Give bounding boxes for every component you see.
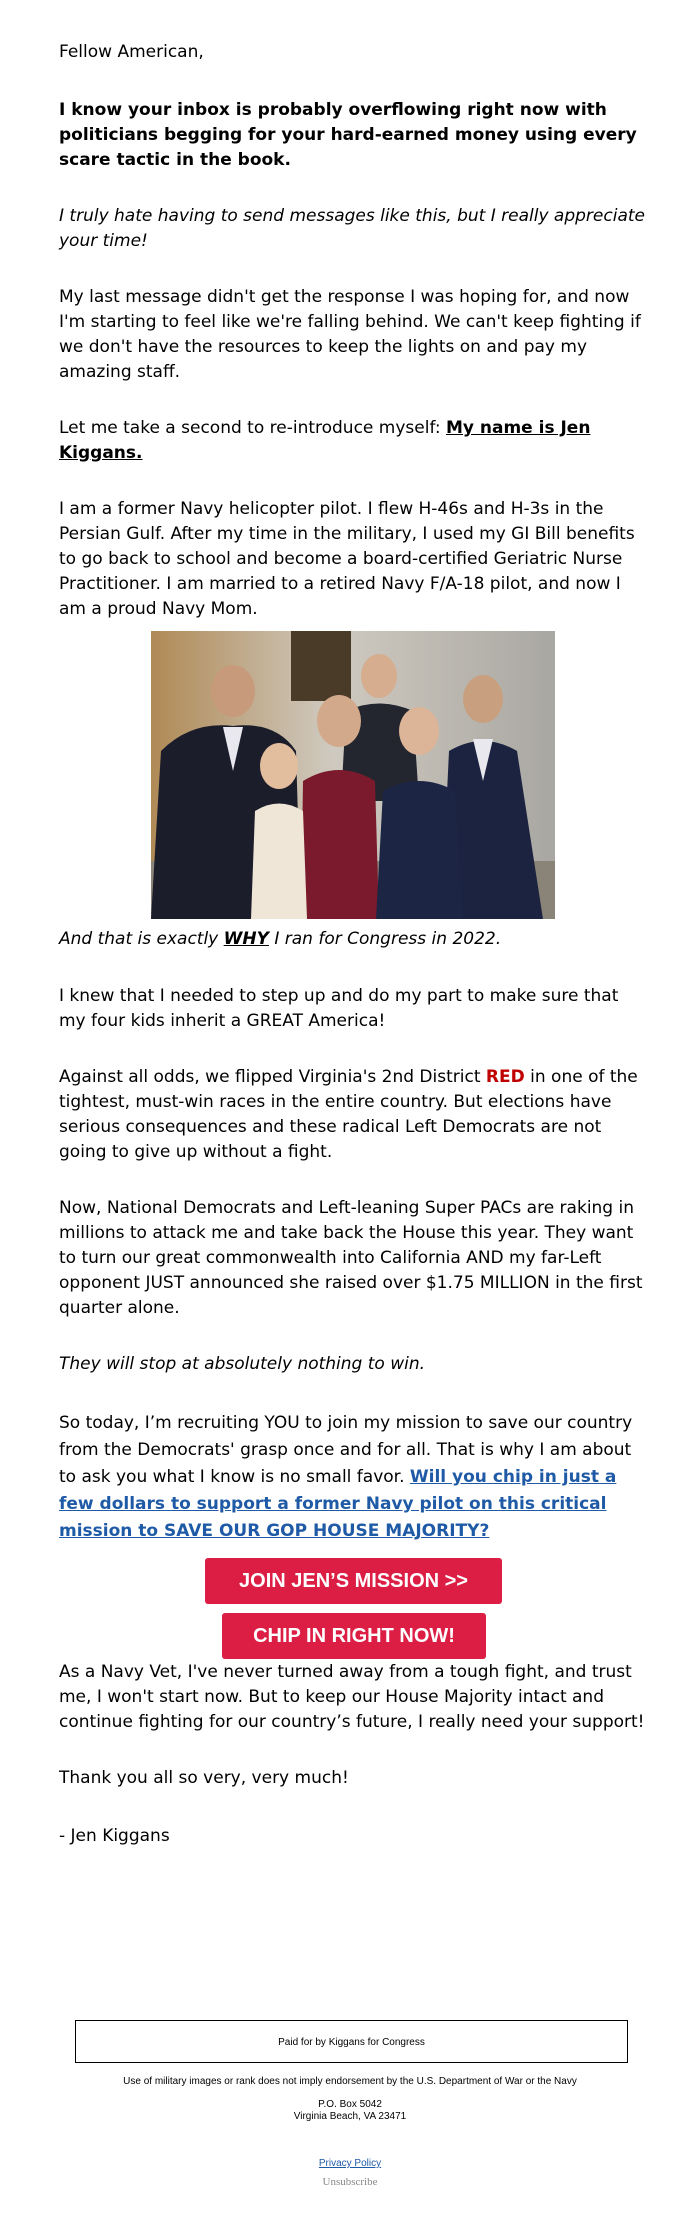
stop-at-nothing-paragraph: They will stop at absolutely nothing to win. <box>59 1354 426 1374</box>
thank-you-paragraph: Thank you all so very, very much! <box>59 1768 349 1788</box>
signature: - Jen Kiggans <box>59 1826 170 1846</box>
red-emphasis: RED <box>485 1067 525 1087</box>
biography-paragraph: I am a former Navy helicopter pilot. I flew H-46s and H-3s in the Persian Gulf. After my time in the military, I used my GI Bill benefits to go back to school and become a board-certified Geriatric Nurse Practitioner. I am married to a retired Navy F/A-18 pilot, and now I am a proud Navy Mom. <box>59 499 635 619</box>
why-emphasis: WHY <box>223 929 269 949</box>
why-paragraph: And that is exactly WHY I ran for Congress in 2022. <box>59 929 502 949</box>
address-line-1: P.O. Box 5042 <box>318 2099 382 2110</box>
intro-paragraph: I know your inbox is probably overflowing right now with politicians begging for your hard-earned money using every scare tactic in the book. <box>59 100 637 170</box>
greeting: Fellow American, <box>59 42 204 62</box>
family-photo <box>151 631 555 919</box>
opponent-paragraph: Now, National Democrats and Left-leaning Super PACs are raking in millions to attack me and take back the House this year. They want to turn our great commonwealth into California AND my far-Left opponent JUST announced she raised over $1.75 MILLION in the first quarter alone. <box>59 1198 643 1318</box>
falling-behind-paragraph: My last message didn't get the response I was hoping for, and now I'm starting to feel like we're falling behind. We can't keep fighting if we don't have the resources to keep the lights on and pay my amazing staff. <box>59 287 641 382</box>
paid-for-box: Paid for by Kiggans for Congress <box>75 2020 628 2063</box>
donate-text-link[interactable]: Will you chip in just a few dollars to support a former Navy pilot on this critical mission to SAVE OUR GOP HOUSE MAJORITY? <box>59 1467 617 1541</box>
navy-vet-paragraph: As a Navy Vet, I've never turned away from a tough fight, and trust me, I won't start now. But to keep our House Majority intact and continue fighting for our country’s future, I really need your support! <box>59 1662 645 1732</box>
join-mission-button[interactable]: JOIN JEN’S MISSION >> <box>205 1558 502 1604</box>
flipped-district-paragraph: Against all odds, we flipped Virginia's 2nd District RED in one of the tightest, must-win races in the entire country. But elections have serious consequences and these radical Left Democrats are not going to give up without a fight. <box>59 1067 638 1162</box>
kids-paragraph: I knew that I needed to step up and do my part to make sure that my four kids inherit a GREAT America! <box>59 986 619 1031</box>
chip-in-button[interactable]: CHIP IN RIGHT NOW! <box>222 1613 486 1659</box>
reintroduce-paragraph: Let me take a second to re-introduce myself: My name is Jen Kiggans. <box>59 418 591 463</box>
unsubscribe-link[interactable]: Unsubscribe <box>322 2176 378 2188</box>
military-disclaimer: Use of military images or rank does not imply endorsement by the U.S. Department of War or the Navy <box>123 2076 577 2087</box>
privacy-policy-link[interactable]: Privacy Policy <box>318 2158 382 2169</box>
ask-paragraph: So today, I’m recruiting YOU to join my mission to save our country from the Democrats' grasp once and for all. That is why I am about to ask you what I know is no small favor. Will you chip in just a few dollars to support a former Navy pilot on this critical mission to SAVE OUR GOP HOUSE MAJORITY? <box>59 1413 633 1541</box>
appreciation-paragraph: I truly hate having to send messages like this, but I really appreciate your time! <box>59 206 645 251</box>
name-emphasis: My name is Jen Kiggans. <box>59 418 591 463</box>
address-line-2: Virginia Beach, VA 23471 <box>293 2111 407 2122</box>
